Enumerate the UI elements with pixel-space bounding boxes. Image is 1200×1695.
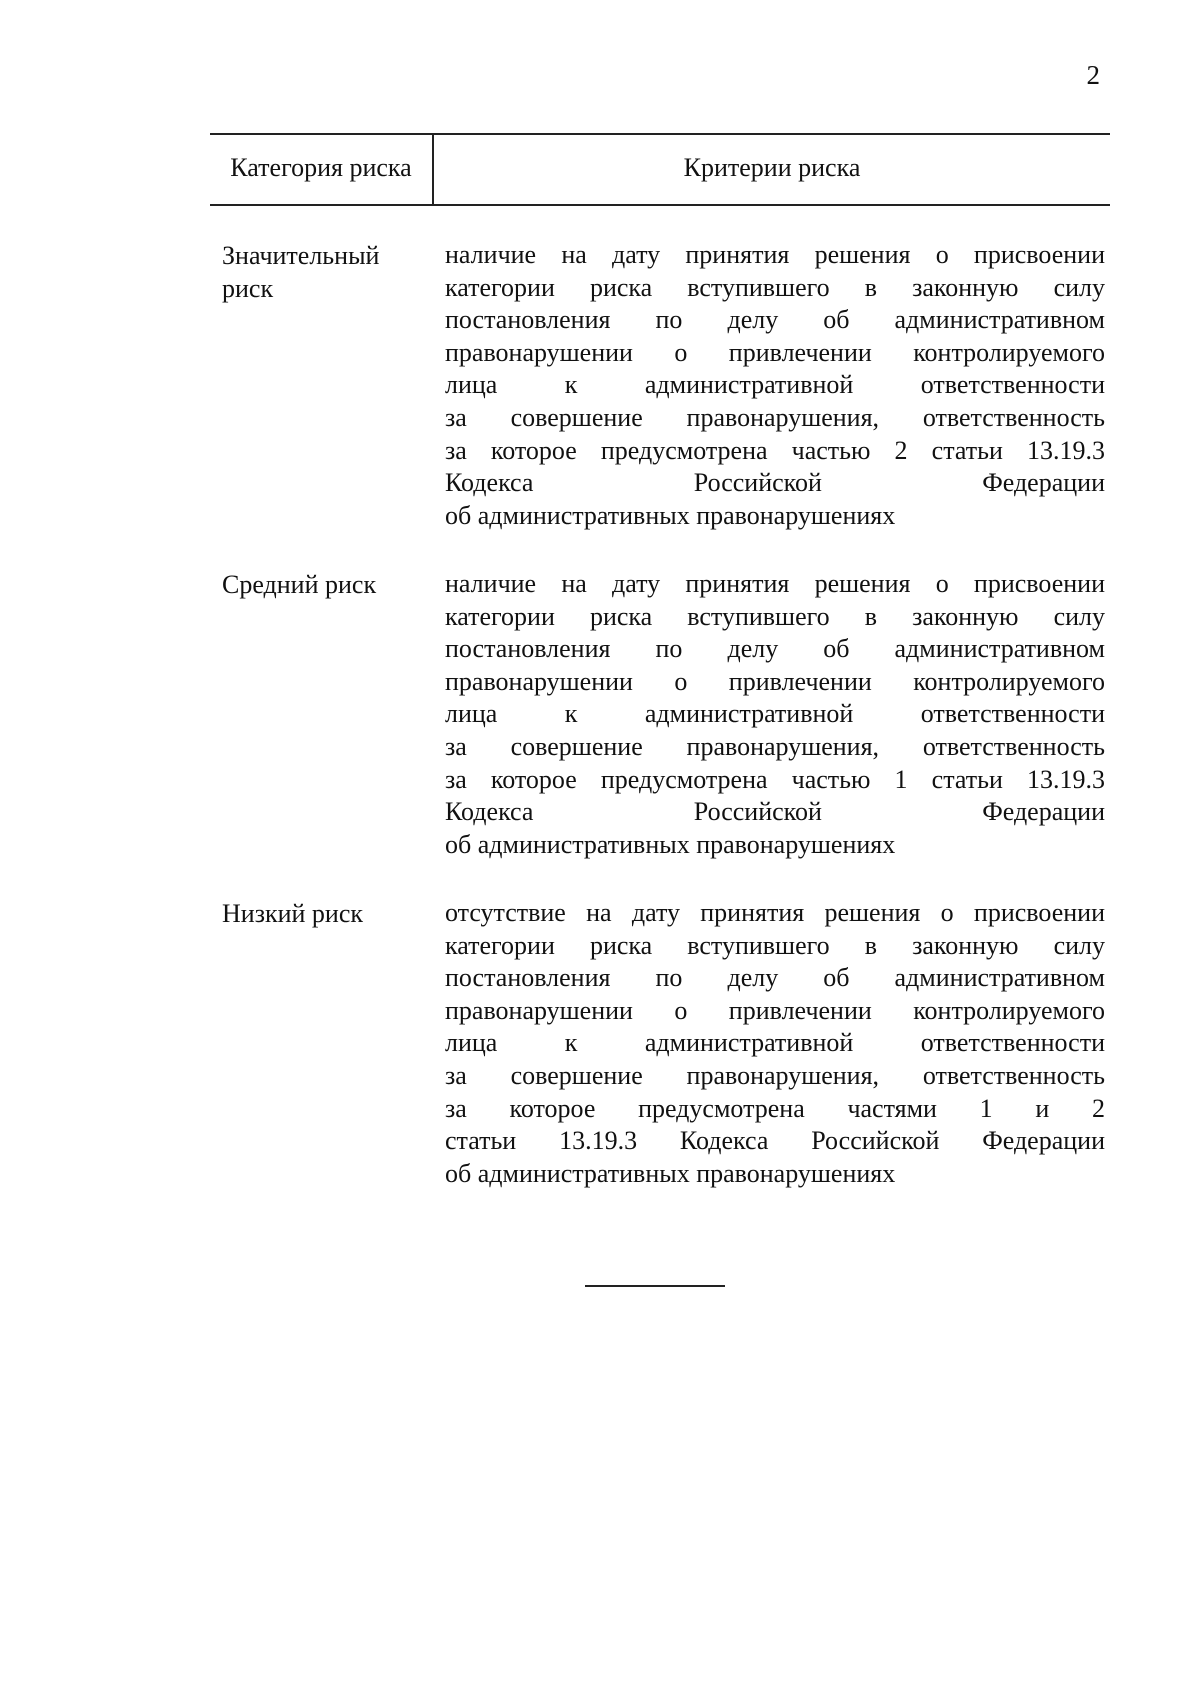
criteria-line: правонарушении о привлечении контролируемого bbox=[445, 666, 1105, 696]
table-header-rule bbox=[210, 204, 1110, 206]
risk-criteria-text bbox=[445, 897, 1105, 1190]
criteria-line: правонарушении о привлечении контролируемого bbox=[445, 995, 1105, 1025]
criteria-line: лица к административной ответственности bbox=[445, 370, 1105, 400]
end-of-document-rule bbox=[585, 1285, 725, 1287]
criteria-line: категории риска вступившего в законную силу bbox=[445, 930, 1105, 960]
criteria-line: за которое предусмотрена частями 1 и 2 bbox=[445, 1093, 1105, 1123]
criteria-line: лица к административной ответственности bbox=[445, 1028, 1105, 1058]
criteria-line: категории риска вступившего в законную силу bbox=[445, 601, 1105, 631]
page-number: 2 bbox=[1086, 60, 1100, 90]
header-criteria-risk: Критерии риска bbox=[683, 153, 861, 182]
criteria-line: за совершение правонарушения, ответственность bbox=[445, 402, 1105, 432]
criteria-line: категории риска вступившего в законную силу bbox=[445, 272, 1105, 302]
criteria-line: об административных правонарушениях bbox=[445, 1158, 896, 1188]
criteria-line: Кодекса Российской Федерации bbox=[445, 797, 1105, 827]
criteria-line: отсутствие на дату принятия решения о присвоении bbox=[445, 898, 1105, 927]
criteria-line: об административных правонарушениях bbox=[445, 829, 896, 859]
criteria-line: за совершение правонарушения, ответственность bbox=[445, 731, 1105, 761]
criteria-line: об административных правонарушениях bbox=[445, 500, 896, 530]
table-top-rule bbox=[210, 133, 1110, 135]
criteria-line: постановления по делу об административном bbox=[445, 634, 1105, 664]
criteria-line: правонарушении о привлечении контролируемого bbox=[445, 337, 1105, 367]
criteria-line: за совершение правонарушения, ответственность bbox=[445, 1060, 1105, 1090]
criteria-line: за которое предусмотрена частью 2 статьи 13.19.3 bbox=[445, 435, 1105, 465]
risk-category-label: Низкий риск bbox=[222, 899, 364, 928]
header-category-risk: Категория риска bbox=[230, 153, 412, 182]
criteria-line: статьи 13.19.3 Кодекса Российской Федерации bbox=[445, 1126, 1105, 1156]
criteria-line: за которое предусмотрена частью 1 статьи 13.19.3 bbox=[445, 764, 1105, 794]
risk-criteria-text bbox=[445, 239, 1105, 532]
criteria-line: постановления по делу об административном bbox=[445, 963, 1105, 993]
criteria-line: лица к административной ответственности bbox=[445, 699, 1105, 729]
criteria-line: наличие на дату принятия решения о присвоении bbox=[445, 240, 1105, 269]
criteria-line: наличие на дату принятия решения о присвоении bbox=[445, 569, 1105, 598]
risk-category-label: Средний риск bbox=[222, 570, 377, 599]
criteria-line: постановления по делу об административном bbox=[445, 305, 1105, 335]
risk-category-label: Значительный риск bbox=[222, 241, 380, 303]
criteria-line: Кодекса Российской Федерации bbox=[445, 468, 1105, 498]
risk-criteria-text bbox=[445, 568, 1105, 861]
